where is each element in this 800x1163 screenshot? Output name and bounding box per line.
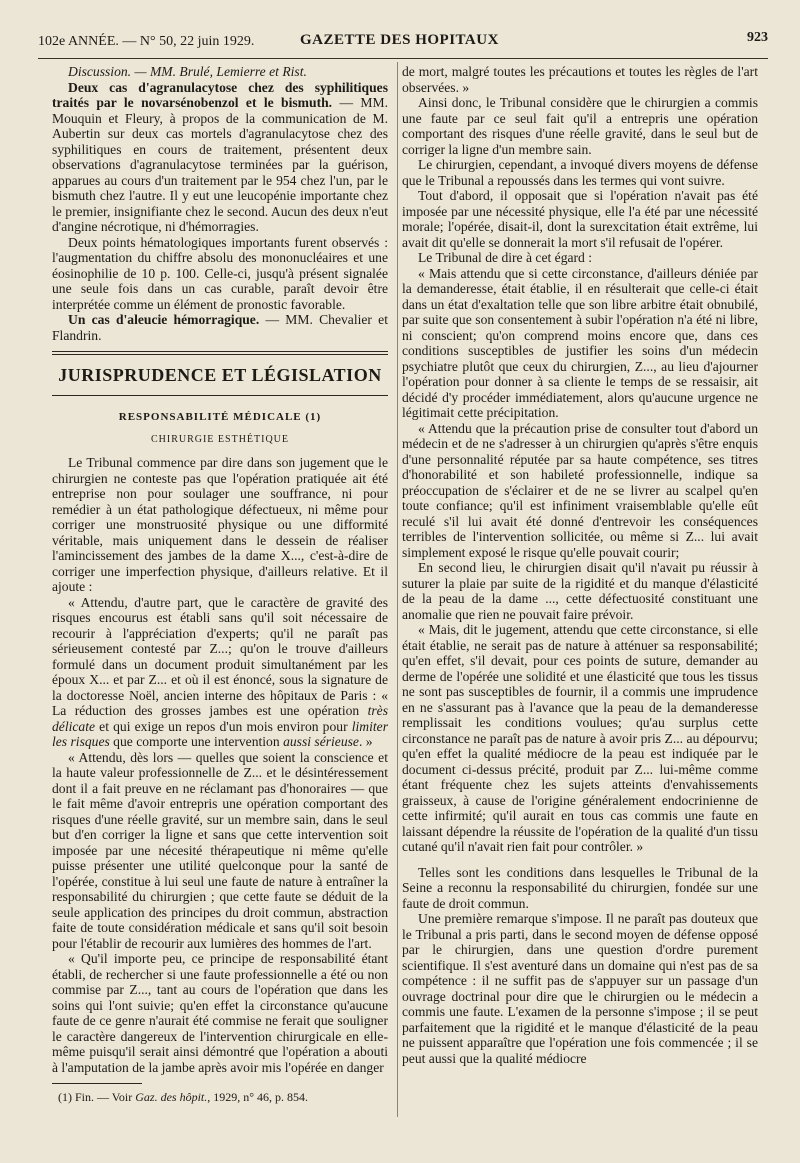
- text-run: « Attendu, d'autre part, que le caractère de gravité des risques encourus est établi sans qu'il soit nécessaire de recourir à l'appréciation d'experts; qu'il ne paraît pas sérieusement contesté par Z...; qu'on le trouve d'ailleurs formulé dans un document produit simultanément par les époux X... et par Z... et où il est énoncé, sous la signature de la doctoresse Noël, ancien interne des hôpitaux de Paris : « La réduction des grosses jambes est une opération: [52, 594, 388, 718]
- column-divider: [397, 62, 398, 1117]
- article-subtitle: CHIRURGIE ESTHÉTIQUE: [150, 433, 290, 445]
- paragraph-moyens-defense: Le chirurgien, cependant, a invoqué divers moyens de défense que le Tribunal a repoussés dans les termes qui vont suivre.: [402, 157, 758, 188]
- paragraph-tribunal-dire: Le Tribunal de dire à cet égard :: [418, 250, 593, 265]
- paragraph-mais-jugement: « Mais, dit le jugement, attendu que cette circonstance, si elle était établie, ne serait pas de nature à atténuer sa responsabilité; qu'en effet, s'il devait, pour ces points de suture, demander au derme de l'opérée une solidité et une élasticité que tous les tissus ne sont pas susceptibles de fournir, il a commis une imprudence en ne s'assurant pas à l'avance que la peau de la demanderesse remplissait les conditions voulues; qu'au surplus cette circonstance ne paraît pas de nature à avoir pris Z... au dépourvu; qu'en effet la qualité médiocre de la peau est indiquée par le document ci-dessus précité, produit par Z... lui-même comme étant fréquente chez les sujets atteints d'envahissements graisseux, à cause de l'origine généralement endocrinienne de cette infirmité; qu'il aurait en tous cas commis une faute en laissant dépendre la réussite de l'opération de la qualité d'un tissu cutané qu'il n'avait rien fait pour contrôler. »: [402, 622, 758, 854]
- paragraph-gap: [402, 855, 758, 865]
- left-column: [52, 64, 388, 1106]
- text-run: . »: [358, 734, 373, 749]
- aleucie-title: Un cas d'aleucie hémorragique.: [68, 312, 260, 327]
- section-rule-top: [52, 351, 388, 355]
- paragraph-necessite-morale: Tout d'abord, il opposait que si l'opération n'avait pas été imposée par une nécessité physique, elle l'a été par une nécessité morale; l'opérée, disait-il, dont la surexcitation était extrême, lui avait dit qu'elle se donnerait la mort s'il refusait de l'opérer.: [402, 188, 758, 250]
- aleucie-authors: — MM. Chevalier et Flandrin.: [52, 312, 388, 343]
- italic-run: limiter les risques: [52, 718, 388, 749]
- paragraph-attendu-risques: [52, 595, 388, 750]
- footnote-ref: , 1929, n° 46, p. 854.: [207, 1090, 309, 1104]
- page-number: 923: [747, 30, 768, 45]
- article-title: RESPONSABILITÉ MÉDICALE (1): [118, 411, 322, 423]
- italic-run: très délicate: [52, 703, 388, 734]
- footnote: [52, 1090, 388, 1106]
- hematology-paragraph: Deux points hématologiques importants furent observés : l'augmentation du chiffre absolu des mononucléaires et une éosinophilie de 10 p. 100. Celle-ci, jusqu'à présent signalée une seule fois dans un cas curable, paraît devoir être interprétée comme un élément de pronostic favorable.: [52, 234, 388, 312]
- paragraph-second-lieu: En second lieu, le chirurgien disait qu'il n'avait pu réussir à suturer la plaie par suite de la rigidité et du manque d'élasticité de la peau de la dame ..., cette défectuosité constituant une anomalie que rien ne pouvait faire prévoir.: [402, 560, 758, 622]
- running-header: [38, 30, 768, 54]
- header-rule: [38, 58, 768, 59]
- footnote-source: Gaz. des hôpit.: [135, 1090, 208, 1104]
- footnote-text: (1) Fin. — Voir: [58, 1090, 136, 1104]
- text-run: que comporte une intervention: [109, 734, 284, 749]
- paragraph-precaution: « Attendu que la précaution prise de consulter tout d'abord un médecin et de ne s'adresser à un chirurgien qu'après s'être enquis d'une personnalité réputée par sa haute compétence, ses titres d'honorabilité et son habileté professionnelle, indique sa préoccupation de s'éclairer et de ne se livrer au scalpel qu'en toute confiance; qu'il est infiniment vraisemblable qu'elle eût reculé s'il lui avait été donné d'entrevoir les conséquences terribles de l'intervention sollicitée, ou même si Z... lui avait simplement exposé le risque qu'elle pouvait courir;: [402, 420, 758, 560]
- footnote-rule: [52, 1083, 142, 1084]
- communication-agranulocytose: [52, 80, 388, 235]
- paragraph-mais-attendu: « Mais attendu que si cette circonstance, d'ailleurs déniée par la demanderesse, était établie, il en résulterait que celle-ci était dans un état d'exaltation telle que son libre arbitre était obnubilé, par suite que son consentement à subir l'opération n'a été ni libre, ni conscient; qu'on comprend moins encore que, dans ces conditions susceptibles de justifier les soins d'un médecin psychiatre plutôt que ceux du chirurgien, Z..., au lieu d'ajourner l'opération pour donner à sa cliente le temps de se ressaisir, ait décidé d'y procéder immédiatement, alors qu'aucune urgence ne légitimait cette précipitation.: [402, 265, 758, 420]
- communication-aleucie: [52, 312, 388, 343]
- section-rule-bottom: [52, 395, 388, 396]
- discussion-line: Discussion. — MM. Brulé, Lemierre et Rist.: [68, 64, 307, 79]
- paragraph-attendu-faute: « Attendu, dès lors — quelles que soient la conscience et la haute valeur professionnelle de Z... et le désintéressement dont il a fait preuve en ne réclamant pas d'honoraires — que le fait même d'avoir entrepris une opération comportant des risques d'une réelle gravité, sur un membre sain, dans le seul but d'en corriger la ligne et sans que cette intervention soit imposée par une nécesité thérapeutique ni même qu'elle puisse présenter une utilité quelconque pour la santé de l'opérée, constitue à lui seul une faute de nature à entraîner la responsabilité du chirurgien ; que cette faute se déduit de la seule application des principes du droit commun, abstraction faite de toute considération médicale et sans qu'il soit besoin pour l'établir de recourir aux lumières des hommes de l'art.: [52, 749, 388, 951]
- section-title: JURISPRUDENCE ET LÉGISLATION: [58, 365, 382, 385]
- communication-body: — MM. Mouquin et Fleury, à propos de la communication de M. Aubertin sur deux cas mortels d'agranulacytose chez des syphilitiques en cours de traitement, présentent deux observations d'agranulacytose terminées par la guérison, apparues au cours d'un traitement par le 954 chez l'un, par le bismuth chez l'autre. Il y eut une leucopénie importante chez le premier, insignifiante chez le second. Aucun des deux n'eut d'angine nécrotique, ni d'hémorragies.: [52, 95, 389, 234]
- text-run: et qui exige un repos d'un mois environ pour: [95, 718, 352, 734]
- right-column: [402, 64, 758, 1066]
- communication-title: Deux cas d'agranulacytose chez des syphilitiques traités par le novarsénobenzol et le bismuth.: [52, 79, 388, 110]
- issue-line: 102e ANNÉE. — N° 50, 22 juin 1929.: [38, 34, 255, 49]
- paragraph-ainsi-donc: Ainsi donc, le Tribunal considère que le chirurgien a commis une faute par ce seul fait qu'il a entrepris une opération comportant des risques d'une réelle gravité, dans le seul but de corriger la ligne d'un membre sain.: [402, 95, 758, 157]
- paragraph-continuation: de mort, malgré toutes les précautions et toutes les règles de l'art observées. »: [402, 64, 758, 95]
- paragraph-telles-sont: Telles sont les conditions dans lesquelles le Tribunal de la Seine a reconnu la responsabilité du chirurgien, fondée sur une faute de droit commun.: [402, 864, 758, 911]
- paragraph-judgment-intro: Le Tribunal commence par dire dans son jugement que le chirurgien ne conteste pas que l'opération pratiquée ait été entreprise non pour soulager une souffrance, ni pour remédier à un état pathologique défectueux, ni même pour corriger une monstruosité physique ou une difformité véritable, mais uniquement dans le dessein de réaliser l'amincissement des jambes de la dame X..., c'est-à-dire de corriger une imperfection physique, d'ailleurs relative. Et il ajoute :: [52, 455, 388, 594]
- journal-title: GAZETTE DES HOPITAUX: [300, 32, 499, 48]
- italic-run: aussi sérieuse: [283, 734, 359, 749]
- paragraph-importe-peu: « Qu'il importe peu, ce principe de responsabilité étant établi, de rechercher si une faute professionnelle a été ou non commise par Z..., tant au cours de l'opération que dans les soins qui l'ont suivie; qu'en effet la circonstance qu'aucune faute de ce genre n'aurait été commise ne ferait que souligner le caractère dangereux de l'intervention chirurgicale en elle-même puisqu'il serait ainsi démontré que l'opération a abouti à l'amputation de la jambe après avoir mis l'opérée en danger: [52, 951, 388, 1075]
- paragraph-premiere-remarque: Une première remarque s'impose. Il ne paraît pas douteux que le Tribunal a pris parti, dans le second moyen de défense opposé par le chirurgien, dans une question d'ordre purement scientifique. Il s'est aventuré dans un domaine qui n'est pas de sa compétence : il ne suffit pas de s'appuyer sur un passage d'un ouvrage doctrinal pour dire que le chirurgien ou le médecin a commis une faute. L'examen de la personne s'impose ; il se peut parfaitement que la rigidité et le manque d'élasticité de la peau ne puissent apparaître que l'opération une fois commencée ; il se peut aussi que la qualité médiocre: [402, 911, 758, 1066]
